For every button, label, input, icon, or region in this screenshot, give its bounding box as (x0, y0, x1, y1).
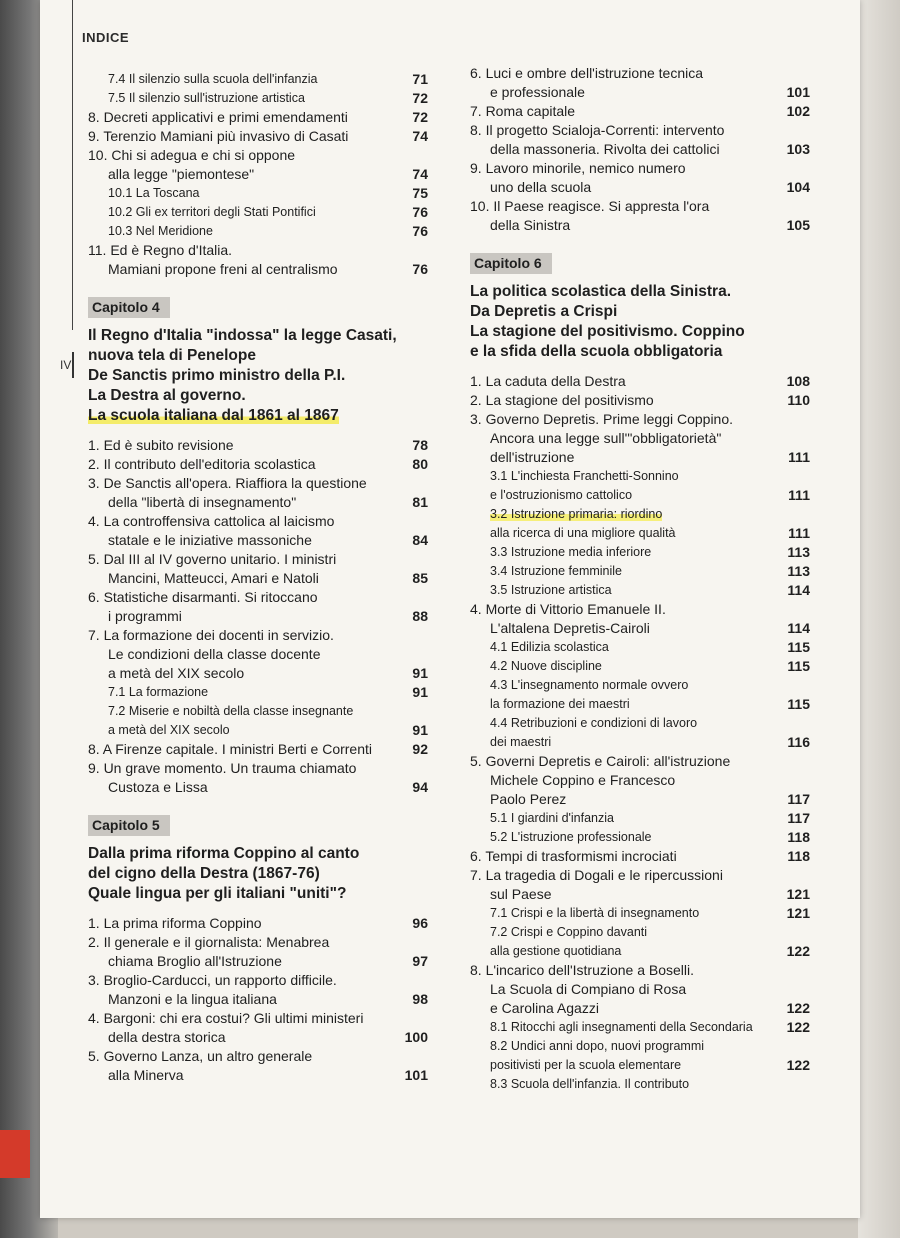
toc-page-number: 103 (786, 141, 810, 157)
toc-entry-title: 4.1 Edilizia scolastica (490, 640, 609, 654)
toc-entry-title: alla ricerca di una migliore qualità (490, 526, 676, 540)
toc-right-column (470, 64, 810, 1094)
toc-entry-title: 2. Il contributo dell'editoria scolastica (88, 456, 316, 472)
toc-entry (88, 222, 428, 241)
toc-page-number: 94 (412, 779, 428, 795)
toc-entry-title: 5.2 L'istruzione professionale (490, 830, 652, 844)
toc-entry-title: dei maestri (490, 735, 552, 749)
toc-entry (88, 1047, 428, 1066)
toc-entry-title: Manzoni e la lingua italiana (108, 991, 277, 1007)
toc-entry (88, 740, 428, 759)
toc-entry-title: 1. La prima riforma Coppino (88, 915, 262, 931)
toc-page-number: 91 (412, 684, 428, 700)
chapter-title-line: nuova tela di Penelope (88, 347, 256, 364)
toc-entry-title: 7.1 Crispi e la libertà di insegnamento (490, 906, 700, 920)
toc-page-number: 104 (786, 179, 810, 195)
toc-entry-title: 5. Governi Depretis e Cairoli: all'istruzione (470, 753, 731, 769)
toc-entry-title: 10.1 La Toscana (108, 186, 200, 200)
toc-entry-title: 7.2 Miserie e nobiltà della classe insegnante (108, 704, 354, 718)
toc-entry-title: 7. La formazione dei docenti in servizio. (88, 627, 334, 643)
toc-page-number: 111 (788, 487, 810, 503)
toc-page-number: 97 (412, 953, 428, 969)
toc-page-number: 108 (786, 373, 810, 389)
toc-page-number: 111 (788, 449, 810, 465)
toc-page-number: 76 (412, 204, 428, 220)
toc-entry-title: 8.3 Scuola dell'infanzia. Il contributo (490, 1077, 690, 1091)
toc-entry (88, 260, 428, 279)
toc-entry-title: 3.1 L'inchiesta Franchetti-Sonnino (490, 469, 679, 483)
toc-entry (88, 493, 428, 512)
toc-entry (470, 657, 810, 676)
toc-entry-title: L'altalena Depretis-Cairoli (490, 620, 650, 636)
chapter-title-line: De Sanctis primo ministro della P.I. (88, 367, 346, 384)
toc-entry (88, 702, 428, 721)
toc-page-number: 122 (786, 1000, 810, 1016)
toc-entry (88, 146, 428, 165)
chapter-title (470, 282, 810, 362)
toc-entry-title: sul Paese (490, 886, 552, 902)
chapter-title-line: e la sfida della scuola obbligatoria (470, 343, 723, 360)
toc-page-number: 88 (412, 608, 428, 624)
chapter-title-line: Il Regno d'Italia "indossa" la legge Casati, (88, 327, 397, 344)
toc-entry (88, 645, 428, 664)
toc-page-number: 117 (787, 810, 810, 826)
toc-page-number: 100 (404, 1029, 428, 1045)
toc-entry-title: 4.2 Nuove discipline (490, 659, 602, 673)
toc-page-number: 114 (787, 582, 810, 598)
toc-entry (470, 638, 810, 657)
toc-page-number: 115 (787, 639, 810, 655)
toc-entry-title: 10. Chi si adegua e chi si oppone (88, 147, 296, 163)
toc-entry-title: 3.3 Istruzione media inferiore (490, 545, 652, 559)
toc-entry (88, 127, 428, 146)
toc-entry (470, 790, 810, 809)
toc-entry-title: 8. Il progetto Scialoja-Correnti: intervento (470, 122, 725, 138)
toc-entry-title: 4. Morte di Vittorio Emanuele II. (470, 601, 666, 617)
toc-page-number: 114 (787, 620, 810, 636)
toc-page-number: 74 (412, 128, 428, 144)
toc-entry (88, 184, 428, 203)
toc-page-number: 111 (788, 525, 810, 541)
toc-entry-title: 9. Terenzio Mamiani più invasivo di Casati (88, 128, 349, 144)
toc-entry-title: i programmi (108, 608, 182, 624)
toc-entry-title: 7.5 Il silenzio sull'istruzione artistica (108, 91, 305, 105)
toc-entry-title: 3. De Sanctis all'opera. Riaffiora la questione (88, 475, 367, 491)
toc-entry-title: della "libertà di insegnamento" (108, 494, 297, 510)
toc-entry (470, 372, 810, 391)
toc-entry-title: 1. La caduta della Destra (470, 373, 626, 389)
toc-entry (470, 847, 810, 866)
toc-entry-title: alla gestione quotidiana (490, 944, 622, 958)
toc-entry (88, 1066, 428, 1085)
toc-entry (88, 436, 428, 455)
toc-page-number: 72 (412, 90, 428, 106)
toc-entry (88, 241, 428, 260)
toc-entry-title: positivisti per la scuola elementare (490, 1058, 682, 1072)
toc-entry (470, 999, 810, 1018)
chapter-label: Capitolo 6 (470, 253, 552, 274)
toc-entry (88, 569, 428, 588)
toc-entry-title: 3.2 Istruzione primaria: riordino (490, 507, 663, 521)
toc-page-number: 92 (412, 741, 428, 757)
toc-entry-title: Mancini, Matteucci, Amari e Natoli (108, 570, 319, 586)
toc-entry-title: della Sinistra (490, 217, 571, 233)
toc-entry (88, 683, 428, 702)
toc-entry (470, 1018, 810, 1037)
toc-entry (470, 64, 810, 83)
toc-entry-title: 3.5 Istruzione artistica (490, 583, 612, 597)
toc-page-number: 115 (787, 658, 810, 674)
toc-entry (470, 980, 810, 999)
toc-entry-title: 1. Ed è subito revisione (88, 437, 234, 453)
toc-page-number: 122 (786, 1057, 810, 1073)
margin-line (72, 0, 73, 330)
toc-entry-title: 8.2 Undici anni dopo, nuovi programmi (490, 1039, 705, 1053)
toc-entry (470, 178, 810, 197)
toc-entry (88, 203, 428, 222)
toc-entry (470, 410, 810, 429)
toc-page-number: 78 (412, 437, 428, 453)
toc-entry-title: 6. Luci e ombre dell'istruzione tecnica (470, 65, 704, 81)
toc-page-number: 81 (412, 494, 428, 510)
chapter-title-line: La scuola italiana dal 1861 al 1867 (88, 407, 339, 424)
toc-entry-title: 10.3 Nel Meridione (108, 224, 213, 238)
toc-entry-title: Paolo Perez (490, 791, 567, 807)
chapter-label: Capitolo 5 (88, 815, 170, 836)
toc-entry-title: alla legge "piemontese" (108, 166, 255, 182)
toc-entry-title: e Carolina Agazzi (490, 1000, 599, 1016)
toc-entry (88, 165, 428, 184)
red-page-tab (0, 1130, 30, 1178)
toc-entry-title: 8. Decreti applicativi e primi emendamenti (88, 109, 348, 125)
toc-entry-title: 9. Lavoro minorile, nemico numero (470, 160, 686, 176)
toc-entry-title: a metà del XIX secolo (108, 723, 230, 737)
toc-page-number: 101 (786, 84, 810, 100)
toc-entry (470, 752, 810, 771)
toc-entry (470, 809, 810, 828)
toc-entry-title: uno della scuola (490, 179, 592, 195)
toc-page-number: 117 (787, 791, 810, 807)
toc-entry (470, 695, 810, 714)
toc-entry-title: e professionale (490, 84, 585, 100)
toc-page-number: 76 (412, 261, 428, 277)
toc-entry-title: 10.2 Gli ex territori degli Stati Pontifici (108, 205, 316, 219)
toc-entry-title: Michele Coppino e Francesco (490, 772, 676, 788)
toc-entry (88, 778, 428, 797)
toc-entry (470, 505, 810, 524)
toc-page-number: 122 (786, 943, 810, 959)
toc-page-number: 118 (787, 848, 810, 864)
toc-entry (470, 524, 810, 543)
toc-entry-title: statale e le iniziative massoniche (108, 532, 312, 548)
toc-page-number: 80 (412, 456, 428, 472)
toc-entry (88, 721, 428, 740)
toc-entry (470, 733, 810, 752)
toc-left-column (88, 70, 428, 1085)
toc-entry (88, 1009, 428, 1028)
toc-page-number: 84 (412, 532, 428, 548)
toc-entry (88, 550, 428, 569)
toc-entry-title: 3. Broglio-Carducci, un rapporto difficile. (88, 972, 337, 988)
toc-entry (88, 759, 428, 778)
toc-entry (88, 70, 428, 89)
toc-entry (470, 102, 810, 121)
toc-entry (88, 455, 428, 474)
toc-entry-title: 4.4 Retribuzioni e condizioni di lavoro (490, 716, 698, 730)
toc-entry-title: 5. Governo Lanza, un altro generale (88, 1048, 313, 1064)
page-edge (858, 0, 900, 1238)
toc-page-number: 113 (787, 544, 810, 560)
toc-page-number: 75 (412, 185, 428, 201)
chapter-title-line: La Destra al governo. (88, 387, 246, 404)
toc-entry-title: 3.4 Istruzione femminile (490, 564, 623, 578)
chapter-title (88, 844, 428, 904)
toc-entry (470, 942, 810, 961)
toc-page-number: 121 (786, 886, 810, 902)
toc-entry (470, 197, 810, 216)
toc-entry-title: della destra storica (108, 1029, 226, 1045)
toc-page-number: 98 (412, 991, 428, 1007)
toc-page-number: 71 (412, 71, 428, 87)
toc-page-number: 76 (412, 223, 428, 239)
chapter-title-line: Quale lingua per gli italiani "uniti"? (88, 885, 347, 902)
toc-entry (470, 391, 810, 410)
page-number: IV (60, 358, 72, 372)
toc-entry (470, 1037, 810, 1056)
toc-entry-title: 6. Statistiche disarmanti. Si ritoccano (88, 589, 318, 605)
toc-entry (88, 512, 428, 531)
toc-page-number: 74 (412, 166, 428, 182)
toc-entry-title: 5.1 I giardini d'infanzia (490, 811, 614, 825)
toc-entry (470, 828, 810, 847)
chapter-title-line: del cigno della Destra (1867-76) (88, 865, 320, 882)
toc-entry-title: a metà del XIX secolo (108, 665, 245, 681)
toc-entry-title: dell'istruzione (490, 449, 575, 465)
toc-entry-title: 9. Un grave momento. Un trauma chiamato (88, 760, 357, 776)
toc-entry (470, 619, 810, 638)
toc-entry (88, 952, 428, 971)
toc-entry-title: 6. Tempi di trasformismi incrociati (470, 848, 677, 864)
toc-page-number: 85 (412, 570, 428, 586)
toc-entry (88, 933, 428, 952)
toc-page-number: 91 (412, 722, 428, 738)
toc-page-number: 121 (786, 905, 810, 921)
toc-page-number: 115 (787, 696, 810, 712)
toc-entry (470, 467, 810, 486)
toc-entry (88, 474, 428, 493)
toc-entry (470, 562, 810, 581)
toc-entry (88, 607, 428, 626)
toc-entry (88, 971, 428, 990)
toc-page-number: 110 (787, 392, 810, 408)
toc-entry-title: 3. Governo Depretis. Prime leggi Coppino. (470, 411, 734, 427)
toc-entry-title: Le condizioni della classe docente (108, 646, 321, 662)
toc-entry (470, 543, 810, 562)
toc-entry (470, 486, 810, 505)
toc-entry (470, 159, 810, 178)
toc-entry (470, 885, 810, 904)
toc-entry-title: 2. Il generale e il giornalista: Menabrea (88, 934, 330, 950)
toc-entry (88, 89, 428, 108)
toc-entry (470, 923, 810, 942)
toc-page-number: 102 (786, 103, 810, 119)
toc-page-number: 116 (787, 734, 810, 750)
toc-entry-title: e l'ostruzionismo cattolico (490, 488, 633, 502)
toc-entry-title: della massoneria. Rivolta dei cattolici (490, 141, 720, 157)
toc-entry (88, 626, 428, 645)
chapter-title-line: Da Depretis a Crispi (470, 303, 618, 320)
toc-entry-title: Ancora una legge sull'"obbligatorietà" (490, 430, 722, 446)
toc-entry (88, 108, 428, 127)
toc-entry (470, 83, 810, 102)
toc-entry-title: Mamiani propone freni al centralismo (108, 261, 338, 277)
toc-entry (470, 140, 810, 159)
toc-entry-title: 4. La controffensiva cattolica al laicismo (88, 513, 335, 529)
toc-entry-title: 5. Dal III al IV governo unitario. I ministri (88, 551, 337, 567)
toc-entry-title: la formazione dei maestri (490, 697, 630, 711)
toc-entry-title: 7.4 Il silenzio sulla scuola dell'infanzia (108, 72, 318, 86)
toc-page-number: 105 (786, 217, 810, 233)
toc-page-number: 101 (404, 1067, 428, 1083)
toc-entry (470, 904, 810, 923)
toc-entry-title: alla Minerva (108, 1067, 184, 1083)
toc-entry (470, 581, 810, 600)
toc-page-number: 96 (412, 915, 428, 931)
toc-entry (470, 429, 810, 448)
page-number-rule (72, 352, 74, 378)
toc-entry (470, 216, 810, 235)
toc-entry-title: 11. Ed è Regno d'Italia. (88, 242, 233, 258)
toc-entry (470, 961, 810, 980)
toc-entry-title: 8. A Firenze capitale. I ministri Berti e Correnti (88, 741, 372, 757)
toc-entry-title: 7. Roma capitale (470, 103, 576, 119)
toc-entry (88, 914, 428, 933)
toc-page-number: 72 (412, 109, 428, 125)
toc-entry (88, 1028, 428, 1047)
toc-entry (88, 588, 428, 607)
toc-entry-title: 7.1 La formazione (108, 685, 209, 699)
toc-page-number: 91 (412, 665, 428, 681)
toc-entry (470, 714, 810, 733)
toc-entry (470, 1075, 810, 1094)
toc-page-number: 113 (787, 563, 810, 579)
toc-entry-title: 4.3 L'insegnamento normale ovvero (490, 678, 689, 692)
toc-entry-title: 10. Il Paese reagisce. Si appresta l'ora (470, 198, 710, 214)
toc-entry (88, 531, 428, 550)
toc-entry-title: 4. Bargoni: chi era costui? Gli ultimi ministeri (88, 1010, 364, 1026)
toc-entry (470, 771, 810, 790)
chapter-title-line: La politica scolastica della Sinistra. (470, 283, 732, 300)
toc-entry-title: La Scuola di Compiano di Rosa (490, 981, 687, 997)
toc-entry-title: 8. L'incarico dell'Istruzione a Boselli. (470, 962, 695, 978)
toc-entry (88, 990, 428, 1009)
running-header: INDICE (82, 30, 130, 45)
toc-entry (470, 866, 810, 885)
toc-entry (470, 676, 810, 695)
toc-entry-title: 7.2 Crispi e Coppino davanti (490, 925, 648, 939)
toc-page-number: 122 (786, 1019, 810, 1035)
chapter-title-line: La stagione del positivismo. Coppino (470, 323, 745, 340)
toc-entry (88, 664, 428, 683)
toc-entry (470, 600, 810, 619)
chapter-label: Capitolo 4 (88, 297, 170, 318)
chapter-title-line: Dalla prima riforma Coppino al canto (88, 845, 360, 862)
toc-entry-title: 2. La stagione del positivismo (470, 392, 654, 408)
toc-entry-title: Custoza e Lissa (108, 779, 208, 795)
toc-page-number: 118 (787, 829, 810, 845)
toc-entry (470, 448, 810, 467)
toc-entry-title: chiama Broglio all'Istruzione (108, 953, 282, 969)
toc-entry-title: 8.1 Ritocchi agli insegnamenti della Secondaria (490, 1020, 753, 1034)
toc-entry (470, 121, 810, 140)
toc-entry-title: 7. La tragedia di Dogali e le ripercussioni (470, 867, 723, 883)
chapter-title (88, 326, 428, 426)
toc-entry (470, 1056, 810, 1075)
